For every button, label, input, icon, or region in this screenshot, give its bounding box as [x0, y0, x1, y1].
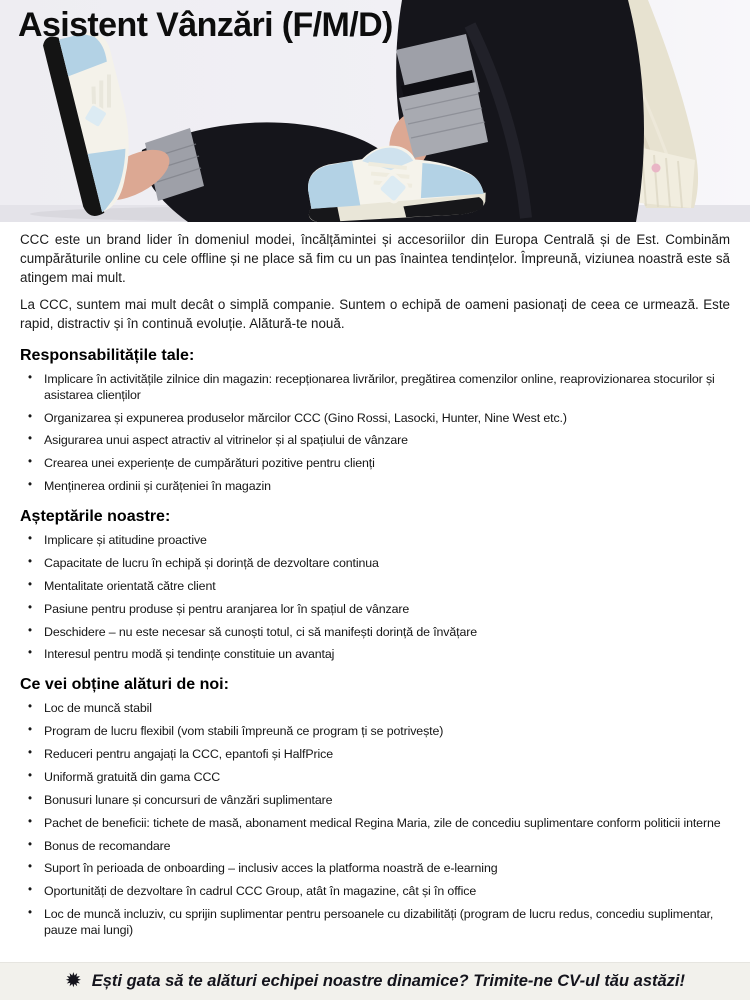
- list-item: • Bonusuri lunare și concursuri de vânzări suplimentare: [44, 793, 730, 809]
- list-item: • Pachet de beneficii: tichete de masă, abonament medical Regina Maria, zile de concediu suplimentare conform politicii interne: [44, 816, 730, 832]
- list-item: • Reduceri pentru angajați la CCC, epantofi și HalfPrice: [44, 747, 730, 763]
- list-item: • Implicare și atitudine proactive: [44, 533, 730, 549]
- section-heading-responsibilities: Responsabilitățile tale:: [20, 346, 195, 364]
- expectations-list: [20, 533, 730, 663]
- list-item: • Asigurarea unui aspect atractiv al vitrinelor și al spațiului de vânzare: [44, 433, 730, 449]
- list-item: • Organizarea și expunerea produselor mărcilor CCC (Gino Rossi, Lasocki, Hunter, Nine West etc.): [44, 411, 730, 427]
- list-item: • Pasiune pentru produse și pentru aranjarea lor în spațiul de vânzare: [44, 602, 730, 618]
- list-item: • Mentalitate orientată către client: [44, 579, 730, 595]
- list-item: • Loc de muncă incluziv, cu sprijin suplimentar pentru persoanele cu dizabilități (program de lucru redus, concediu suplimentar, pauze mai lungi): [44, 907, 730, 939]
- list-item: • Program de lucru flexibil (vom stabili împreună ce program ți se potrivește): [44, 724, 730, 740]
- list-item: • Uniformă gratuită din gama CCC: [44, 770, 730, 786]
- section-heading-benefits: Ce vei obține alături de noi:: [20, 676, 229, 694]
- section-heading-expectations: Așteptările noastre:: [20, 508, 171, 526]
- list-item: • Deschidere – nu este necesar să cunoști totul, ci să manifești dorință de învățare: [44, 625, 730, 641]
- footer-cta: [0, 962, 750, 1000]
- list-item: • Capacitate de lucru în echipă și dorință de dezvoltare continua: [44, 556, 730, 572]
- intro-paragraph-2: La CCC, suntem mai mult decât o simplă companie. Suntem o echipă de oameni pasionați de ceea ce urmează. Este rapid, distractiv și în continuă evoluție. Alătură-te nouă.: [20, 297, 730, 332]
- star-burst-icon: ✹: [64, 969, 82, 992]
- responsibilities-list: [20, 372, 730, 495]
- list-item: • Oportunități de dezvoltare în cadrul CCC Group, atât în magazine, cât și în office: [44, 884, 730, 900]
- list-item: • Suport în perioada de onboarding – inclusiv acces la platforma noastră de e-learning: [44, 861, 730, 877]
- footer-cta-text: Ești gata să te alături echipei noastre dinamice? Trimite-ne CV-ul tău astăzi!: [91, 972, 686, 990]
- list-item: • Interesul pentru modă și tendințe constituie un avantaj: [44, 647, 730, 663]
- list-item: • Loc de muncă stabil: [44, 701, 730, 717]
- list-item: • Implicare în activitățile zilnice din magazin: recepționarea livrărilor, pregătirea comenzilor online, reaprovizionarea stocurilor și asistarea clienților: [44, 372, 730, 404]
- list-item: • Crearea unei experiențe de cumpărături pozitive pentru clienți: [44, 456, 730, 472]
- intro-paragraph-1: CCC este un brand lider în domeniul modei, încălțămintei și accesoriilor din Europa Centrală și de Est. Combinăm cumpărăturile online cu cele offline și ne place să fim cu un pas înaintea tendințelor. Împreună, viziunea noastră este să atingem mai mult.: [20, 232, 730, 285]
- benefits-list: [20, 701, 730, 939]
- list-item: • Bonus de recomandare: [44, 839, 730, 855]
- hero-photo: [0, 0, 750, 222]
- list-item: • Menținerea ordinii și curățeniei în magazin: [44, 479, 730, 495]
- page-title: Asistent Vânzări (F/M/D): [18, 6, 393, 44]
- job-description: [0, 231, 750, 939]
